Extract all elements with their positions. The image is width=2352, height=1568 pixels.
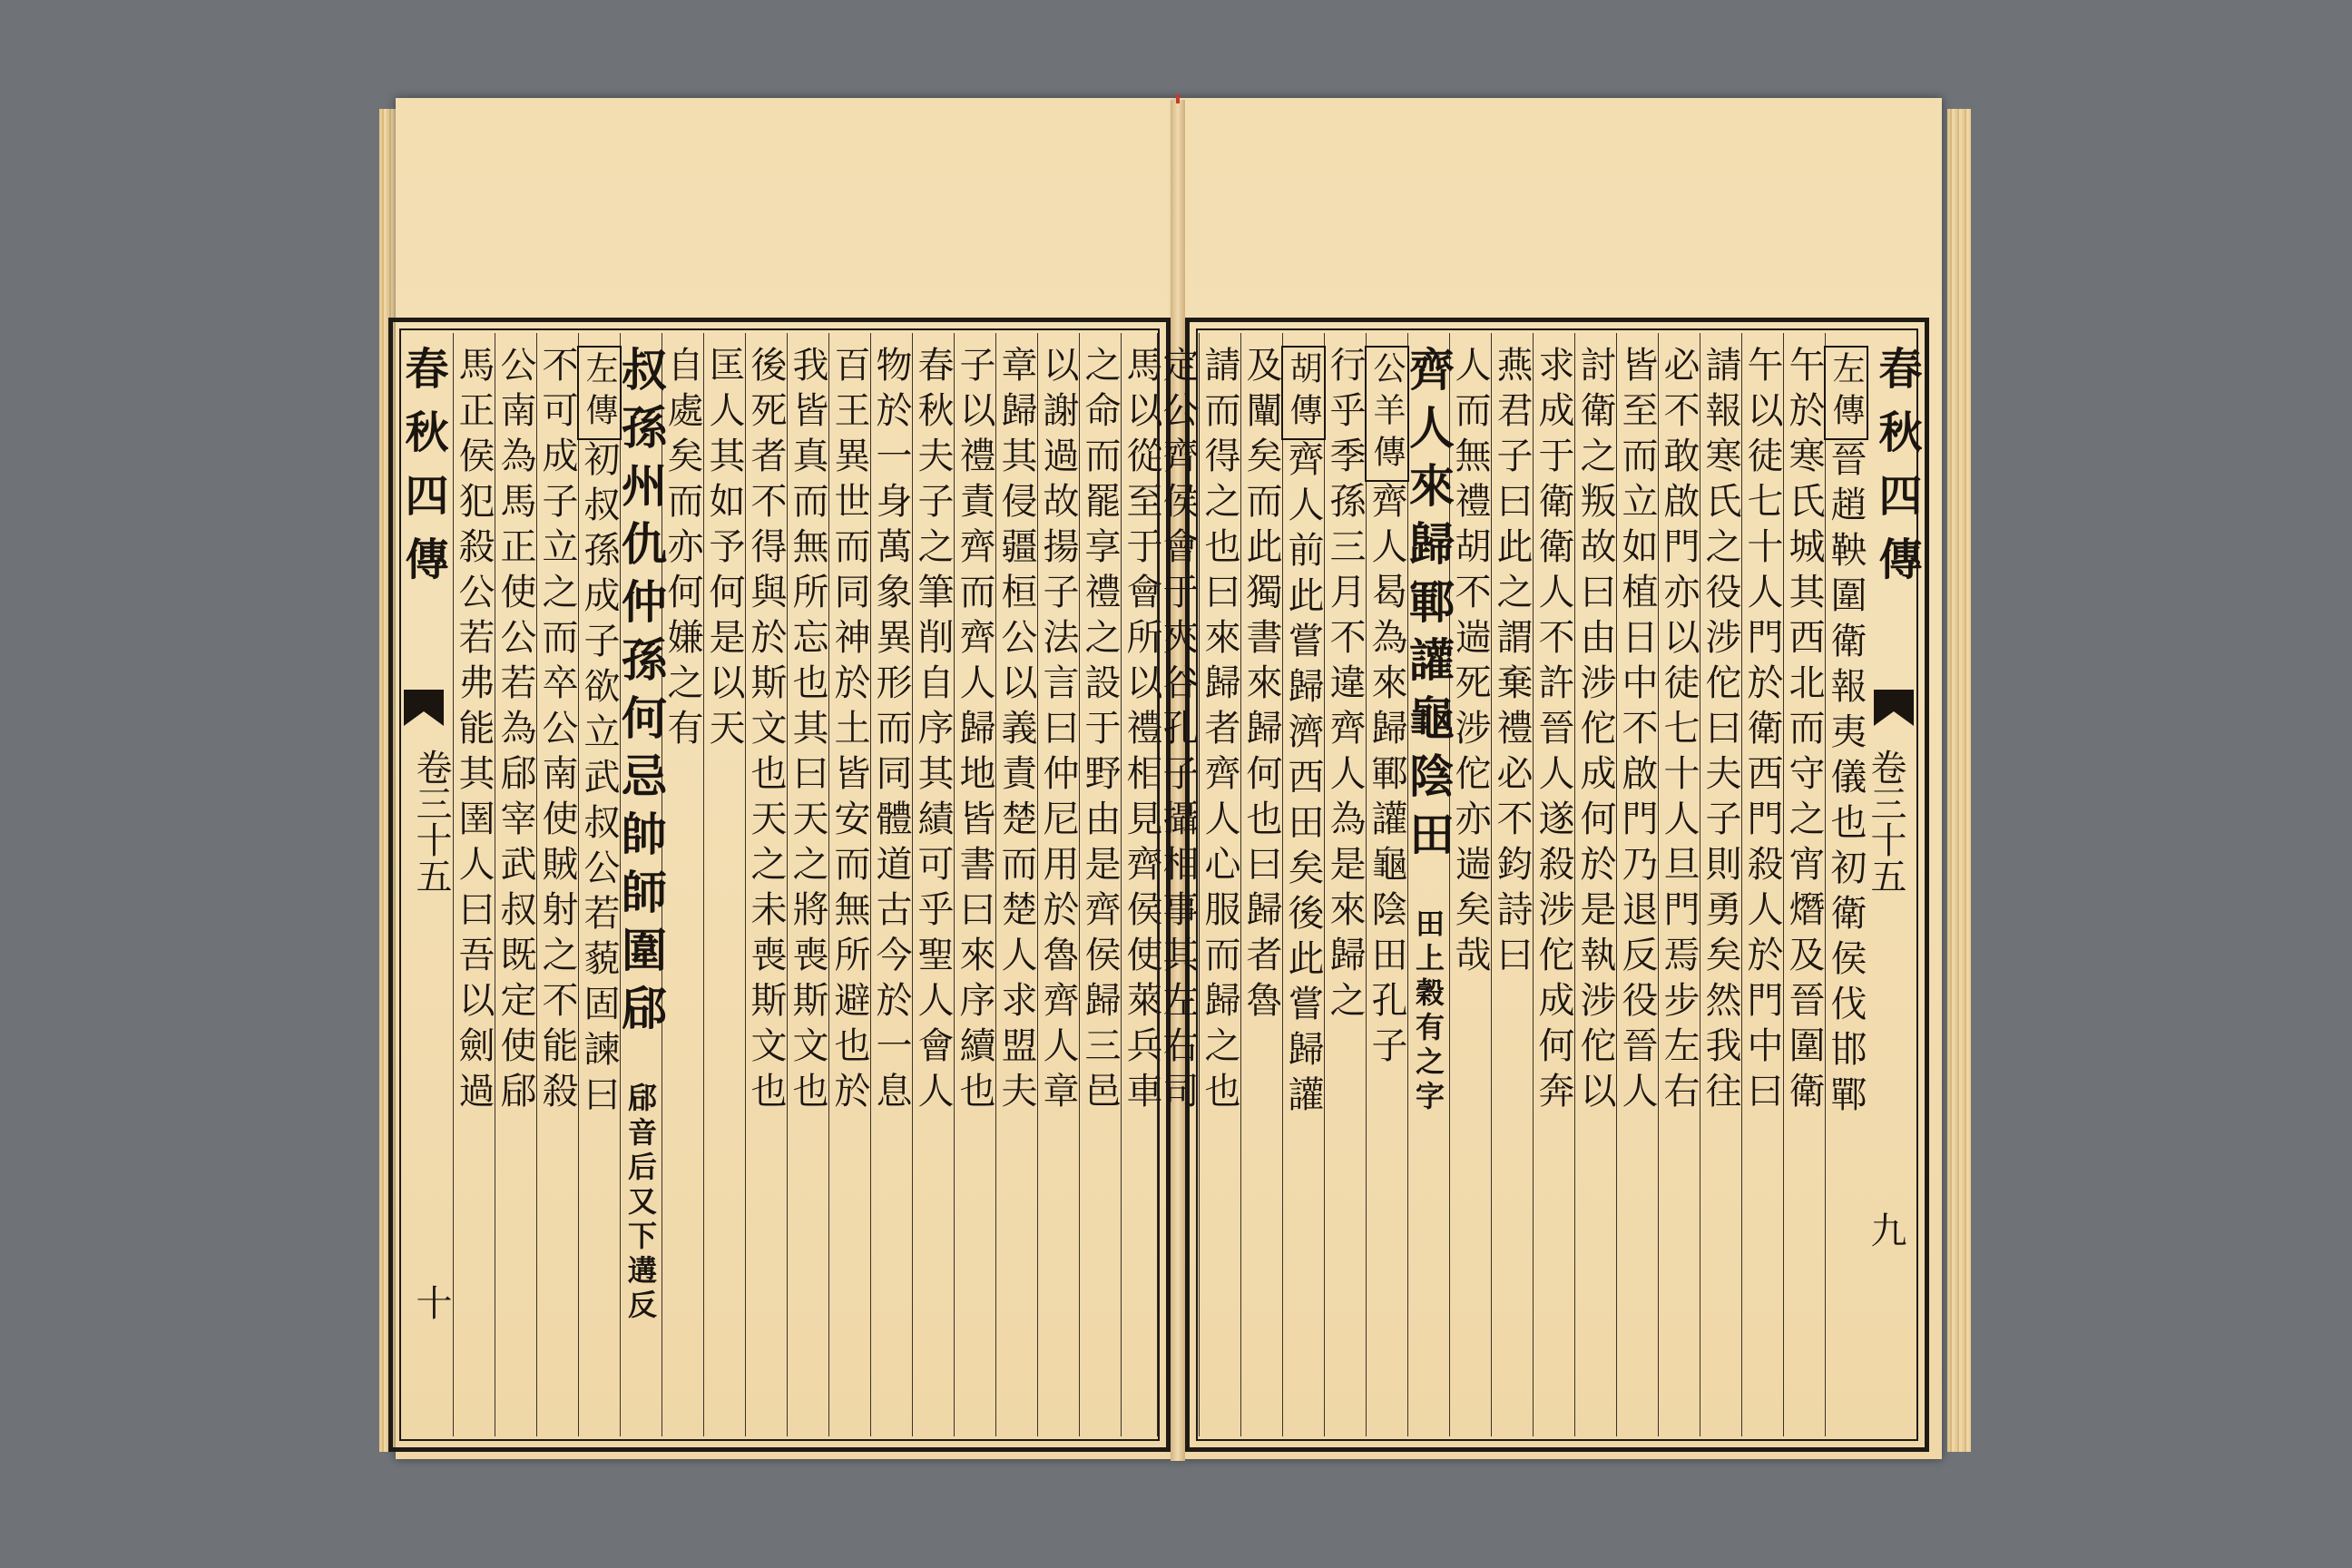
- column-text: 後死者不得與於斯文也天之未喪斯文也: [745, 346, 787, 1117]
- column-text: 定公齊侯會于夾谷孔子攝相事其左右司: [1157, 346, 1199, 1117]
- column-text: 人而無禮胡不遄死涉佗亦遄矣哉: [1449, 346, 1491, 981]
- text-column: [1574, 333, 1616, 1436]
- right-margin-page: 九: [1865, 1211, 1906, 1248]
- column-text: 行乎季孫三月不違齊人為是來歸之: [1324, 346, 1366, 1026]
- interlinear-note: 田上穀有之字: [1411, 868, 1446, 1115]
- text-column: [1741, 333, 1783, 1436]
- column-text: 馬以從至于會所以禮相見齊侯使萊兵車: [1121, 346, 1162, 1117]
- text-column: [1783, 333, 1825, 1436]
- commentary-label: 胡傳: [1281, 346, 1326, 440]
- column-text: 不可成子立之而卒公南使賊射之不能殺: [536, 346, 578, 1117]
- column-text: 齊人曷為來歸鄆讙龜陰田孔子: [1366, 482, 1407, 1072]
- column-text: 叔孫州仇仲孫何忌帥師圍郈: [614, 346, 668, 1043]
- column-text: 物於一身萬象異形而同體道古今於一息: [870, 346, 912, 1117]
- text-column: [787, 333, 828, 1436]
- column-text: 自處矣而亦何嫌之有: [662, 346, 703, 754]
- column-text: 請報寒氏之役涉佗曰夫子則勇矣然我往: [1700, 346, 1741, 1117]
- text-column: [1037, 333, 1079, 1436]
- column-text: 百王異世而同神於土皆安而無所避也於: [828, 346, 870, 1117]
- column-text: 春秋夫子之筆削自序其績可乎聖人會人: [912, 346, 954, 1117]
- column-text: 必不敢啟門亦以徒七十人旦門焉步左右: [1658, 346, 1700, 1117]
- column-text: 午以徒七十人門於衛西門殺人於門中曰: [1741, 346, 1783, 1117]
- text-column: [870, 333, 912, 1436]
- text-column: [536, 333, 578, 1436]
- column-text: 及闡矣而此獨書來歸何也曰歸者魯: [1240, 346, 1282, 1026]
- text-column: [1324, 333, 1366, 1436]
- column-text: 請而得之也曰來歸者齊人心服而歸之也: [1199, 346, 1240, 1117]
- interlinear-note: 郈音后又下遘反: [623, 1043, 658, 1324]
- text-column: [495, 333, 536, 1436]
- left-margin-volume: 卷三十五: [410, 749, 452, 894]
- column-text: 燕君子曰此之謂棄禮必不鈞詩曰: [1491, 346, 1533, 981]
- column-text: 匡人其如予何是以天: [703, 346, 745, 754]
- text-column: [1366, 333, 1407, 1436]
- column-text: 晉趙鞅圍衛報夷儀也初衛侯伐邯鄲: [1825, 440, 1867, 1121]
- left-text-frame: [388, 318, 1171, 1452]
- column-text: 初叔孫成子欲立武叔公若藐固諫曰: [578, 440, 620, 1121]
- column-text: 齊人來歸鄆讙龜陰田: [1402, 346, 1455, 868]
- heading-column: [1402, 333, 1455, 1436]
- text-column: [1282, 333, 1324, 1436]
- right-margin-title: 春秋四傳: [1871, 346, 1922, 600]
- text-column: [745, 333, 787, 1436]
- text-column: [1240, 333, 1282, 1436]
- text-column: [1199, 333, 1240, 1436]
- spine-thread: [1176, 94, 1180, 103]
- text-column: [578, 333, 620, 1436]
- column-text: 求成于衛衛人不許晉人遂殺涉佗成何奔: [1533, 346, 1574, 1117]
- text-column: [453, 333, 495, 1436]
- column-text: 馬正侯犯殺公若弗能其圉人曰吾以劍過: [453, 346, 495, 1117]
- column-text: 子以禮責齊而齊人歸地皆書曰來序續也: [954, 346, 995, 1117]
- column-text: 討衛之叛故曰由涉佗成何於是執涉佗以: [1574, 346, 1616, 1117]
- right-text-frame: [1157, 318, 1929, 1452]
- text-column: [703, 333, 745, 1436]
- column-text: 午於寒氏城其西北而守之宵熸及晉圍衛: [1783, 346, 1825, 1117]
- column-text: 以謝過故揚子法言曰仲尼用於魯齊人章: [1037, 346, 1079, 1117]
- column-text: 公南為馬正使公若為郈宰武叔既定使郈: [495, 346, 536, 1117]
- text-column: [1700, 333, 1741, 1436]
- column-text: 我皆真而無所忘也其曰天之將喪斯文也: [787, 346, 828, 1117]
- open-book: [379, 91, 1971, 1470]
- heading-column: [614, 333, 668, 1436]
- text-column: [1533, 333, 1574, 1436]
- commentary-label: 公羊傳: [1365, 346, 1409, 482]
- column-text: 章歸其侵疆桓公以義責楚而楚人求盟夫: [995, 346, 1037, 1117]
- text-column: [1079, 333, 1121, 1436]
- left-margin-title: 春秋四傳: [397, 346, 448, 600]
- text-column: [1491, 333, 1533, 1436]
- text-column: [828, 333, 870, 1436]
- text-column: [912, 333, 954, 1436]
- right-margin-volume: 卷三十五: [1865, 749, 1906, 894]
- text-column: [1658, 333, 1700, 1436]
- left-margin-page: 十: [410, 1284, 452, 1320]
- commentary-label: 左傳: [577, 346, 622, 440]
- right-fore-edge: [1947, 109, 1971, 1452]
- commentary-label: 左傳: [1824, 346, 1868, 440]
- text-column: [1157, 333, 1199, 1436]
- text-column: [1616, 333, 1658, 1436]
- column-text: 皆至而立如植日中不啟門乃退反役晉人: [1616, 346, 1658, 1117]
- column-text: 之命而罷享禮之設于野由是齊侯歸三邑: [1079, 346, 1121, 1117]
- text-column: [954, 333, 995, 1436]
- text-column: [995, 333, 1037, 1436]
- column-text: 齊人前此嘗歸濟西田矣後此嘗歸讙: [1282, 440, 1324, 1121]
